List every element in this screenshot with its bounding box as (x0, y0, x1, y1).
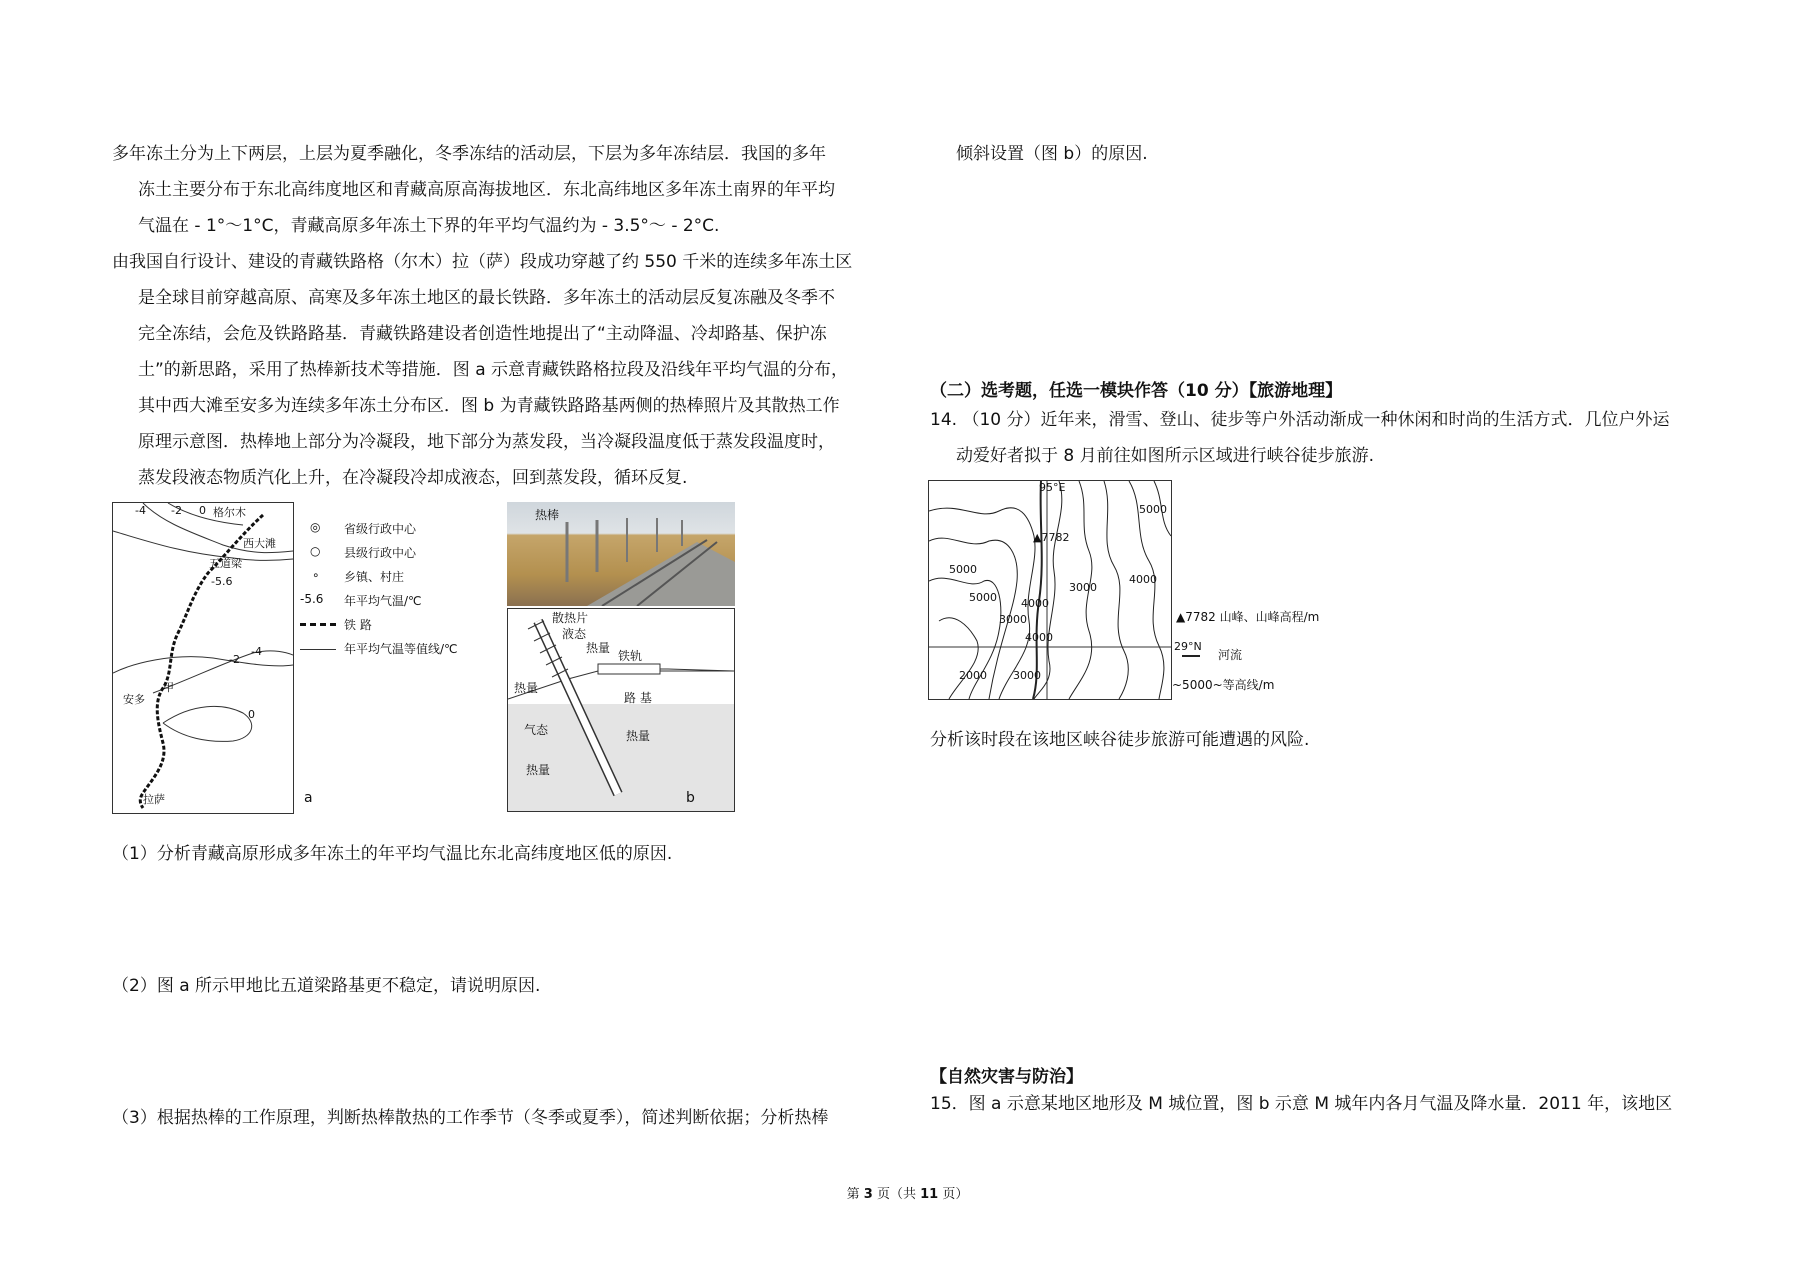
schematic-drawing (508, 609, 734, 811)
text-line: 动爱好者拟于 8 月前往如图所示区域进行峡谷徒步旅游. (956, 446, 1375, 466)
isotherm-label: 0 (248, 708, 255, 721)
map-legend-peak: ▲7782 山峰、山峰高程/m (1176, 610, 1320, 624)
legend-railway-symbol (300, 623, 336, 630)
contour-label: 5000 (949, 563, 977, 576)
text-line: 气温在 - 1°～1°C，青藏高原多年冻土下界的年平均气温约为 - 3.5°～ - 2°C. (138, 216, 720, 236)
question-14-task: 分析该时段在该地区峡谷徒步旅游可能遭遇的风险. (930, 730, 1310, 750)
legend-county-center: 县级行政中心 (344, 546, 417, 560)
legend-isotherm: 年平均气温等值线/℃ (344, 642, 458, 656)
legend-isotherm-symbol (300, 649, 336, 650)
label-radiator: 散热片 (552, 611, 589, 625)
intro-paragraph-1 (112, 136, 835, 244)
isotherm-label: -2 (229, 653, 240, 666)
latitude-label: 29°N (1174, 640, 1202, 653)
text-line: 土”的新思路，采用了热棒新技术等措施．图 a 示意青藏铁路格拉段及沿线年平均气温的分布， (138, 360, 849, 380)
text-line: 冻土主要分布于东北高纬度地区和青藏高原高海拔地区．东北高纬地区多年冻土南界的年平均 (138, 180, 835, 200)
isotherm-label: -2 (171, 504, 182, 517)
contour-map (928, 480, 1172, 700)
legend-marker: ∘ (312, 568, 320, 582)
figure-b-photo (507, 502, 735, 606)
isotherm-label: 0 (199, 504, 206, 517)
peak-elevation: ▲7782 (1033, 531, 1070, 544)
place-anduo: 安多 (123, 693, 145, 706)
label-heat: 热量 (526, 763, 551, 777)
text-line: 原理示意图．热棒地上部分为冷凝段，地下部分为蒸发段，当冷凝段温度低于蒸发段温度时， (138, 432, 835, 452)
contour-label: 5000 (1139, 503, 1167, 516)
contour-drawing (929, 481, 1171, 699)
section-2-heading: （二）选考题，任选一模块作答（10 分）【旅游地理】 (930, 381, 1343, 401)
text-line: 由我国自行设计、建设的青藏铁路格（尔木）拉（萨）段成功穿越了约 550 千米的连续多年冻土区 (112, 252, 853, 272)
map-legend-river-symbol (1182, 655, 1200, 657)
question-3: （3）根据热棒的工作原理，判断热棒散热的工作季节（冬季或夏季），简述判断依据；分析热棒 (112, 1108, 829, 1128)
label-heat: 热量 (514, 681, 539, 695)
figure-a-legend (300, 520, 500, 670)
legend-town: 乡镇、村庄 (344, 570, 405, 584)
legend-provincial-center: 省级行政中心 (344, 522, 417, 536)
contour-label: 3000 (999, 613, 1027, 626)
legend-railway: 铁 路 (344, 618, 372, 632)
legend-marker: ◎ (310, 520, 321, 534)
footer-middle: 页（共 (876, 1187, 916, 1202)
page-footer (0, 1183, 1815, 1202)
page-number: 3 (863, 1187, 873, 1202)
label-rail: 铁轨 (618, 649, 643, 663)
section-3-heading: 【自然灾害与防治】 (930, 1067, 1083, 1087)
label-roadbed: 路 基 (624, 691, 652, 705)
text-line: 多年冻土分为上下两层，上层为夏季融化，冬季冻结的活动层，下层为多年冻结层．我国的多年 (112, 144, 826, 164)
contour-label: 4000 (1129, 573, 1157, 586)
text-line: 完全冻结，会危及铁路路基．青藏铁路建设者创造性地提出了“主动降温、冷却路基、保护冻 (138, 324, 827, 344)
text-line: 是全球目前穿越高原、高寒及多年冻土地区的最长铁路．多年冻土的活动层反复冻融及冬季不 (138, 288, 835, 308)
map-legend-river: 河流 (1218, 648, 1243, 662)
question-13-continuation: 倾斜设置（图 b）的原因. (956, 144, 1148, 164)
question-15: 15．图 a 示意某地区地形及 M 城位置，图 b 示意 M 城年内各月气温及降水量．2011 年，该地区 (930, 1094, 1673, 1114)
footer-suffix: 页） (942, 1187, 969, 1202)
contour-label: 4000 (1025, 631, 1053, 644)
label-gas: 气态 (524, 723, 549, 737)
contour-label: 3000 (1069, 581, 1097, 594)
place-xidatan: 西大滩 (243, 537, 276, 550)
contour-label: 2000 (959, 669, 987, 682)
text-line: 14. （10 分）近年来，滑雪、登山、徒步等户外活动渐成一种休闲和时尚的生活方式．几位户外运 (930, 410, 1670, 430)
intro-paragraph-2 (112, 244, 852, 496)
question-1: （1）分析青藏高原形成多年冻土的年平均气温比东北高纬度地区低的原因. (112, 844, 673, 864)
place-wudaoliang-temp: -5.6 (211, 575, 233, 588)
isotherm-label: -4 (251, 645, 262, 658)
peak-value: 7782 (1041, 531, 1070, 544)
legend-annual-temp: 年平均气温/℃ (344, 594, 422, 608)
page-total: 11 (920, 1187, 939, 1202)
place-wudaoliang: 五道梁 (209, 557, 242, 570)
longitude-label: 95°E (1039, 481, 1066, 494)
text-line: 其中西大滩至安多为连续多年冻土分布区．图 b 为青藏铁路路基两侧的热棒照片及其散热工作 (138, 396, 840, 416)
text-line: 蒸发段液态物质汽化上升，在冷凝段冷却成液态，回到蒸发段，循环反复. (138, 468, 688, 488)
question-2: （2）图 a 所示甲地比五道梁路基更不稳定，请说明原因. (112, 976, 541, 996)
place-golmud: 格尔木 (213, 506, 246, 519)
figure-b-schematic (507, 608, 735, 812)
contour-label: 4000 (1021, 597, 1049, 610)
label-liquid: 液态 (562, 627, 587, 641)
legend-temp-sample: -5.6 (300, 592, 324, 606)
question-14 (930, 402, 1669, 474)
photo-label: 热棒 (535, 508, 560, 522)
figure-a-label: a (304, 790, 313, 806)
contour-label: 3000 (1013, 669, 1041, 682)
figure-a-map (112, 502, 294, 814)
label-heat: 热量 (586, 641, 611, 655)
contour-label: 5000 (969, 591, 997, 604)
map-legend-contour: ~5000~等高线/m (1172, 678, 1275, 692)
figure-b-label: b (686, 790, 695, 806)
isotherm-label: -4 (135, 504, 146, 517)
place-jia: 甲 (163, 681, 174, 694)
label-heat: 热量 (626, 729, 651, 743)
place-lhasa: 拉萨 (143, 793, 165, 806)
legend-marker: ○ (310, 544, 321, 558)
footer-prefix: 第 (846, 1187, 860, 1202)
